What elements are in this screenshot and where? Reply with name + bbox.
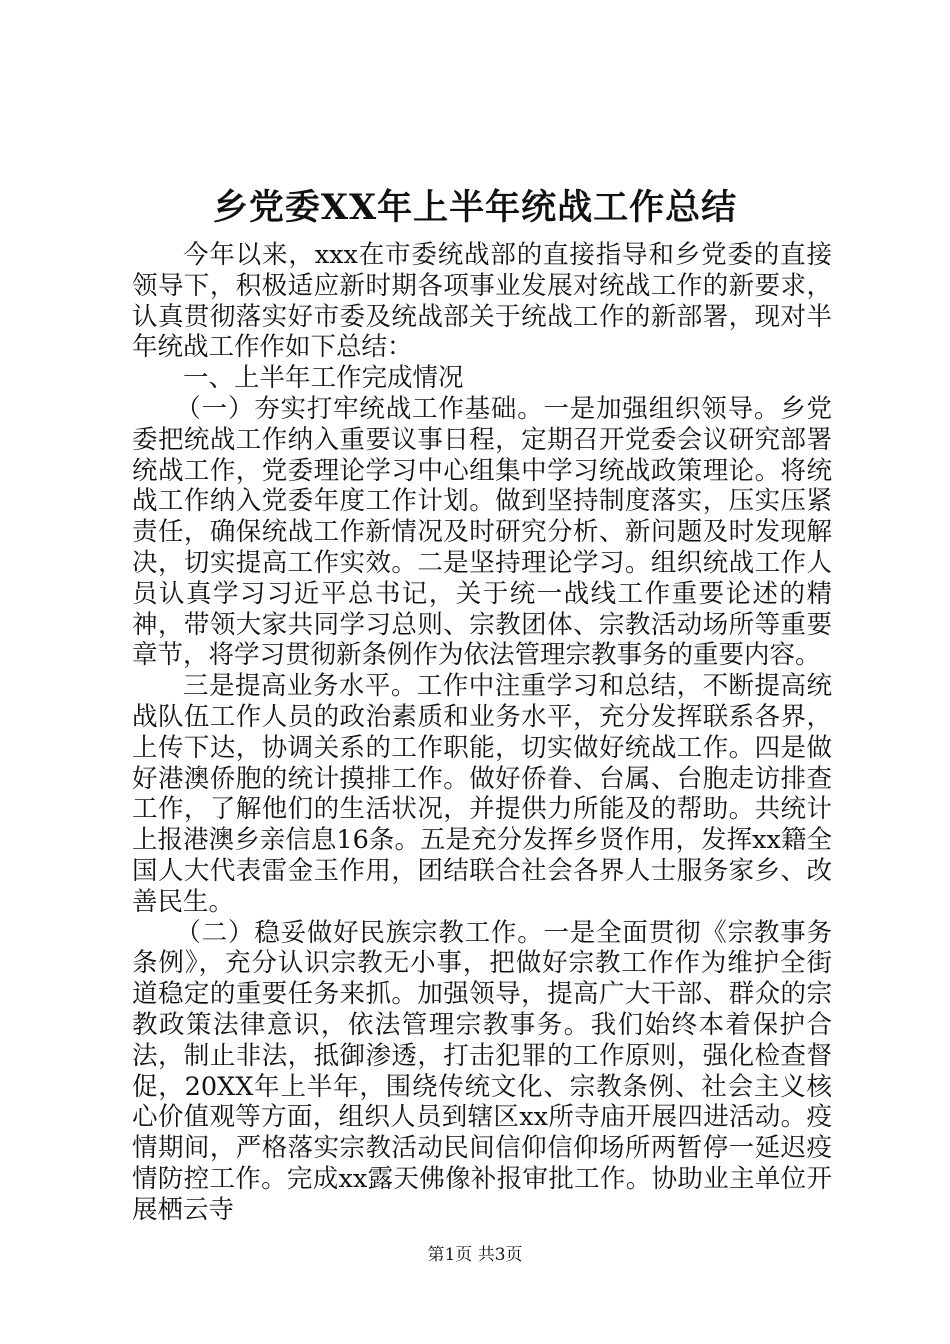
document-body	[132, 240, 832, 1226]
subsection-1-paragraph: （一）夯实打牢统战工作基础。一是加强组织领导。乡党委把统战工作纳入重要议事日程，定期召开党委会议研究部署统战工作，党委理论学习中心组集中学习统战政策理论。将统战工作纳入党委年度工作计划。做到坚持制度落实，压实压紧责任，确保统战工作新情况及时研究分析、新问题及时发现解决，切实提高工作实效。二是坚持理论学习。组织统战工作人员认真学习习近平总书记，关于统一战线工作重要论述的精神，带领大家共同学习总则、宗教团体、宗教活动场所等重要章节，将学习贯彻新条例作为依法管理宗教事务的重要内容。	[132, 393, 832, 671]
document-title: 乡党委XX年上半年统战工作总结	[212, 187, 738, 228]
page-footer: 第1页 共3页	[427, 1245, 523, 1265]
body-paragraph: 三是提高业务水平。工作中注重学习和总结，不断提高统战队伍工作人员的政治素质和业务水平，充分发挥联系各界，上传下达，协调关系的工作职能，切实做好统战工作。四是做好港澳侨胞的统计摸排工作。做好侨眷、台属、台胞走访排查工作，了解他们的生活状况，并提供力所能及的帮助。共统计上报港澳乡亲信息16条。五是充分发挥乡贤作用，发挥xx籍全国人大代表雷金玉作用，团结联合社会各界人士服务家乡、改善民生。	[132, 671, 832, 917]
intro-paragraph: 今年以来，xxx在市委统战部的直接指导和乡党委的直接领导下，积极适应新时期各项事业发展对统战工作的新要求，认真贯彻落实好市委及统战部关于统战工作的新部署，现对半年统战工作作如下总结：	[132, 240, 832, 363]
subsection-2-paragraph: （二）稳妥做好民族宗教工作。一是全面贯彻《宗教事务条例》，充分认识宗教无小事，把做好宗教工作作为维护全街道稳定的重要任务来抓。加强领导，提高广大干部、群众的宗教政策法律意识，依法管理宗教事务。我们始终本着保护合法，制止非法，抵御渗透，打击犯罪的工作原则，强化检查督促，20XX年上半年，围绕传统文化、宗教条例、社会主义核心价值观等方面，组织人员到辖区xx所寺庙开展四进活动。疫情期间，严格落实宗教活动民间信仰信仰场所两暂停一延迟疫情防控工作。完成xx露天佛像补报审批工作。协助业主单位开展栖云寺	[132, 917, 832, 1225]
section-heading: 一、上半年工作完成情况	[183, 363, 464, 394]
